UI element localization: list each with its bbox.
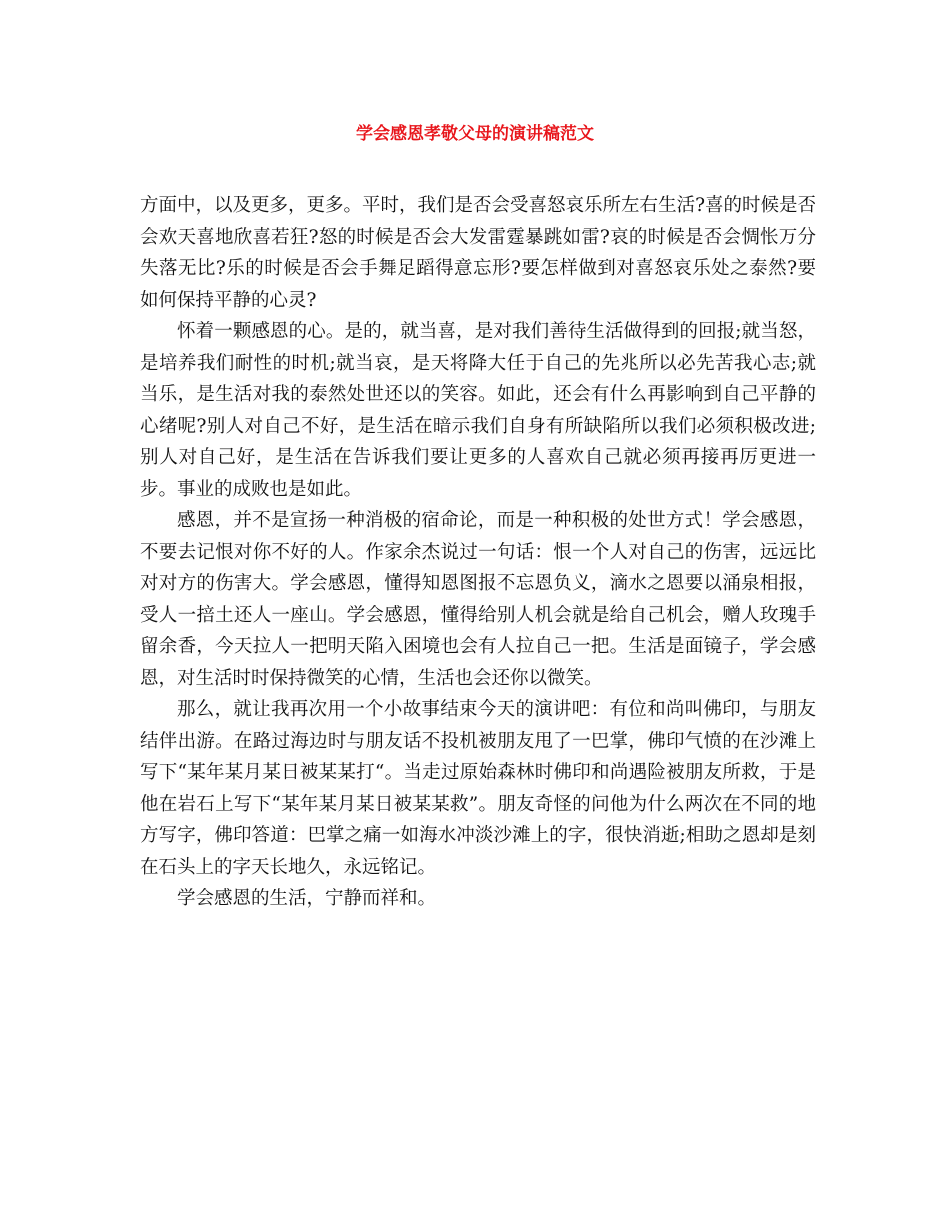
document-title: 学会感恩孝敬父母的演讲稿范文 [356, 124, 594, 144]
document-body [140, 190, 816, 915]
paragraph-1: 方面中，以及更多，更多。平时，我们是否会受喜怒哀乐所左右生活?喜的时候是否会欢天喜地欣喜若狂?怒的时候是否会大发雷霆暴跳如雷?哀的时候是否会惆怅万分失落无比?乐的时候是否会手舞足蹈得意忘形?要怎样做到对喜怒哀乐处之泰然?要如何保持平静的心灵? [140, 195, 816, 311]
paragraph-4: 那么，就让我再次用一个小故事结束今天的演讲吧：有位和尚叫佛印，与朋友结伴出游。在路过海边时与朋友话不投机被朋友甩了一巴掌，佛印气愤的在沙滩上写下“某年某月某日被某某打“。当走过原始森林时佛印和尚遇险被朋友所救，于是他在岩石上写下“某年某月某日被某某救”。朋友奇怪的问他为什么两次在不同的地方写字，佛印答道：巴掌之痛一如海水冲淡沙滩上的字，很快消逝;相助之恩却是刻在石头上的字天长地久，永远铭记。 [140, 699, 816, 878]
paragraph-3: 感恩，并不是宣扬一种消极的宿命论，而是一种积极的处世方式！学会感恩，不要去记恨对你不好的人。作家余杰说过一句话：恨一个人对自己的伤害，远远比对对方的伤害大。学会感恩，懂得知恩图报不忘恩负义，滴水之恩要以涌泉相报，受人一掊土还人一座山。学会感恩，懂得给别人机会就是给自己机会，赠人玫瑰手留余香，今天拉人一把明天陷入困境也会有人拉自己一把。生活是面镜子，学会感恩，对生活时时保持微笑的心情，生活也会还你以微笑。 [140, 510, 816, 689]
paragraph-2: 怀着一颗感恩的心。是的，就当喜，是对我们善待生活做得到的回报;就当怒，是培养我们耐性的时机;就当哀，是天将降大任于自己的先兆所以必先苦我心志;就当乐，是生活对我的泰然处世还以的笑容。如此，还会有什么再影响到自己平静的心绪呢?别人对自己不好，是生活在暗示我们自身有所缺陷所以我们必须积极改进;别人对自己好，是生活在告诉我们要让更多的人喜欢自己就必须再接再厉更进一步。事业的成败也是如此。 [140, 321, 816, 500]
paragraph-5: 学会感恩的生活，宁静而祥和。 [177, 888, 437, 909]
